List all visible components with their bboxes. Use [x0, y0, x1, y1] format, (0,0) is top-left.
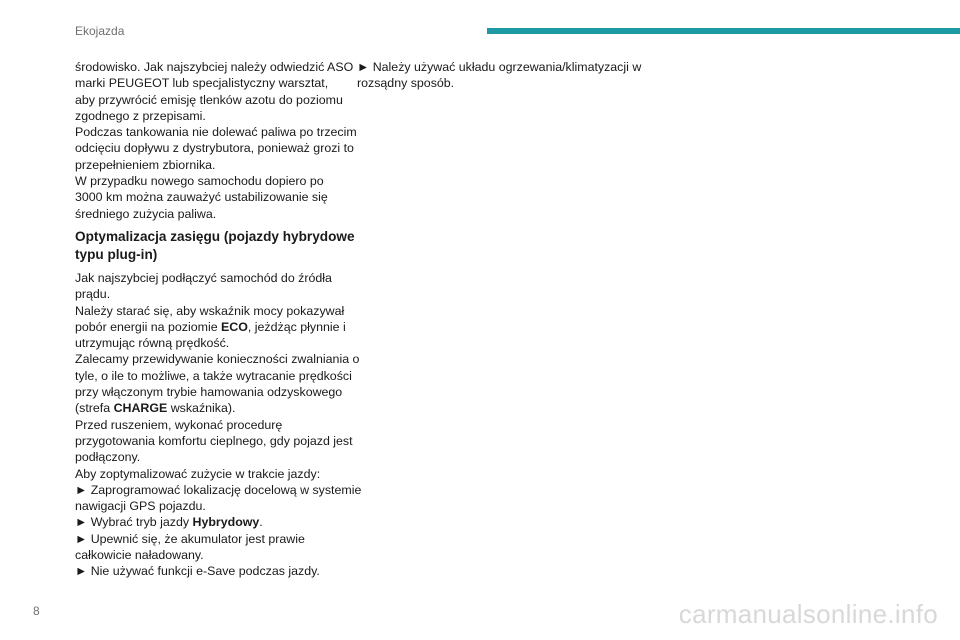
text-line: Przed ruszeniem, wykonać procedurę — [75, 417, 283, 432]
text-fragment: , jeżdżąc płynnie i — [247, 319, 346, 334]
text-line: prądu. — [75, 287, 111, 302]
text-line: Zalecamy przewidywanie konieczności zwalniania o — [75, 352, 360, 367]
text-line: średniego zużycia paliwa. — [75, 206, 217, 221]
text-line: środowisko. Jak najszybciej należy odwiedzić ASO — [75, 60, 354, 74]
text-fragment: pobór energii na poziomie — [75, 319, 222, 334]
text-line: tyle, o ile to możliwe, a także wytracanie prędkości — [75, 368, 352, 383]
text-line: W przypadku nowego samochodu dopiero po — [75, 174, 324, 189]
text-line: podłączony. — [75, 450, 141, 465]
watermark: carmanualsonline.info — [678, 599, 938, 629]
text-line: przygotowania komfortu cieplnego, gdy pojazd jest — [75, 433, 353, 448]
eco-mode-label: ECO — [221, 319, 248, 334]
text-fragment: (strefa — [75, 401, 114, 416]
text-line: odcięciu dopływu z dystrybutora, ponieważ grozi to — [75, 141, 354, 156]
text-line: aby przywrócić emisję tlenków azotu do poziomu — [75, 92, 343, 107]
text-line-eco — [75, 319, 350, 335]
paragraph-plugin — [75, 270, 362, 580]
text-line: całkowicie naładowany. — [75, 548, 204, 563]
text-line-charge — [75, 400, 350, 416]
text-line: Aby zoptymalizować zużycie w trakcie jazdy: — [75, 466, 321, 481]
text-line: 3000 km można zauważyć ustabilizowanie się — [75, 190, 328, 205]
text-fragment: ► Wybrać tryb jazdy — [75, 515, 193, 530]
text-line: marki PEUGEOT lub specjalistyczny warsztat, — [75, 76, 329, 91]
bullet-line: ► Upewnić się, że akumulator jest prawie — [75, 531, 305, 546]
text-line: Jak najszybciej podłączyć samochód do źródła — [75, 270, 332, 285]
charge-zone-label: CHARGE — [113, 401, 168, 416]
page-number: 8 — [33, 604, 40, 618]
hybrid-mode-label: Hybrydowy — [192, 515, 260, 530]
left-column — [75, 59, 362, 580]
header-section-title: Ekojazda — [75, 24, 125, 38]
bullet-line: ► Należy używać układu ogrzewania/klimatyzacji w — [357, 60, 642, 74]
text-fragment: wskaźnika). — [167, 401, 236, 416]
text-line: zgodnego z przepisami. — [75, 108, 206, 123]
bullet-line: ► Nie używać funkcji e-Save podczas jazdy. — [75, 564, 320, 579]
text-line: przy włączonym trybie hamowania odzyskowego — [75, 385, 343, 400]
text-line: rozsądny sposób. — [357, 76, 455, 91]
heading-line: typu plug-in) — [75, 246, 158, 262]
bullet-line: ► Zaprogramować lokalizację docelową w systemie — [75, 482, 362, 497]
text-line: Podczas tankowania nie dolewać paliwa po trzecim — [75, 125, 357, 140]
text-line: przepełnieniem zbiornika. — [75, 157, 216, 172]
section-heading — [75, 228, 355, 264]
bullet-line-hybrid — [75, 514, 350, 530]
text-line: Należy starać się, aby wskaźnik mocy pokazywał — [75, 303, 345, 318]
text-fragment: . — [259, 515, 263, 530]
header-accent-bar — [487, 28, 960, 34]
text-line: utrzymując równą prędkość. — [75, 336, 230, 351]
heading-line: Optymalizacja zasięgu (pojazdy hybrydowe — [75, 228, 355, 244]
right-column — [357, 59, 642, 92]
paragraph-intro — [75, 59, 357, 222]
text-line: nawigacji GPS pojazdu. — [75, 499, 206, 514]
